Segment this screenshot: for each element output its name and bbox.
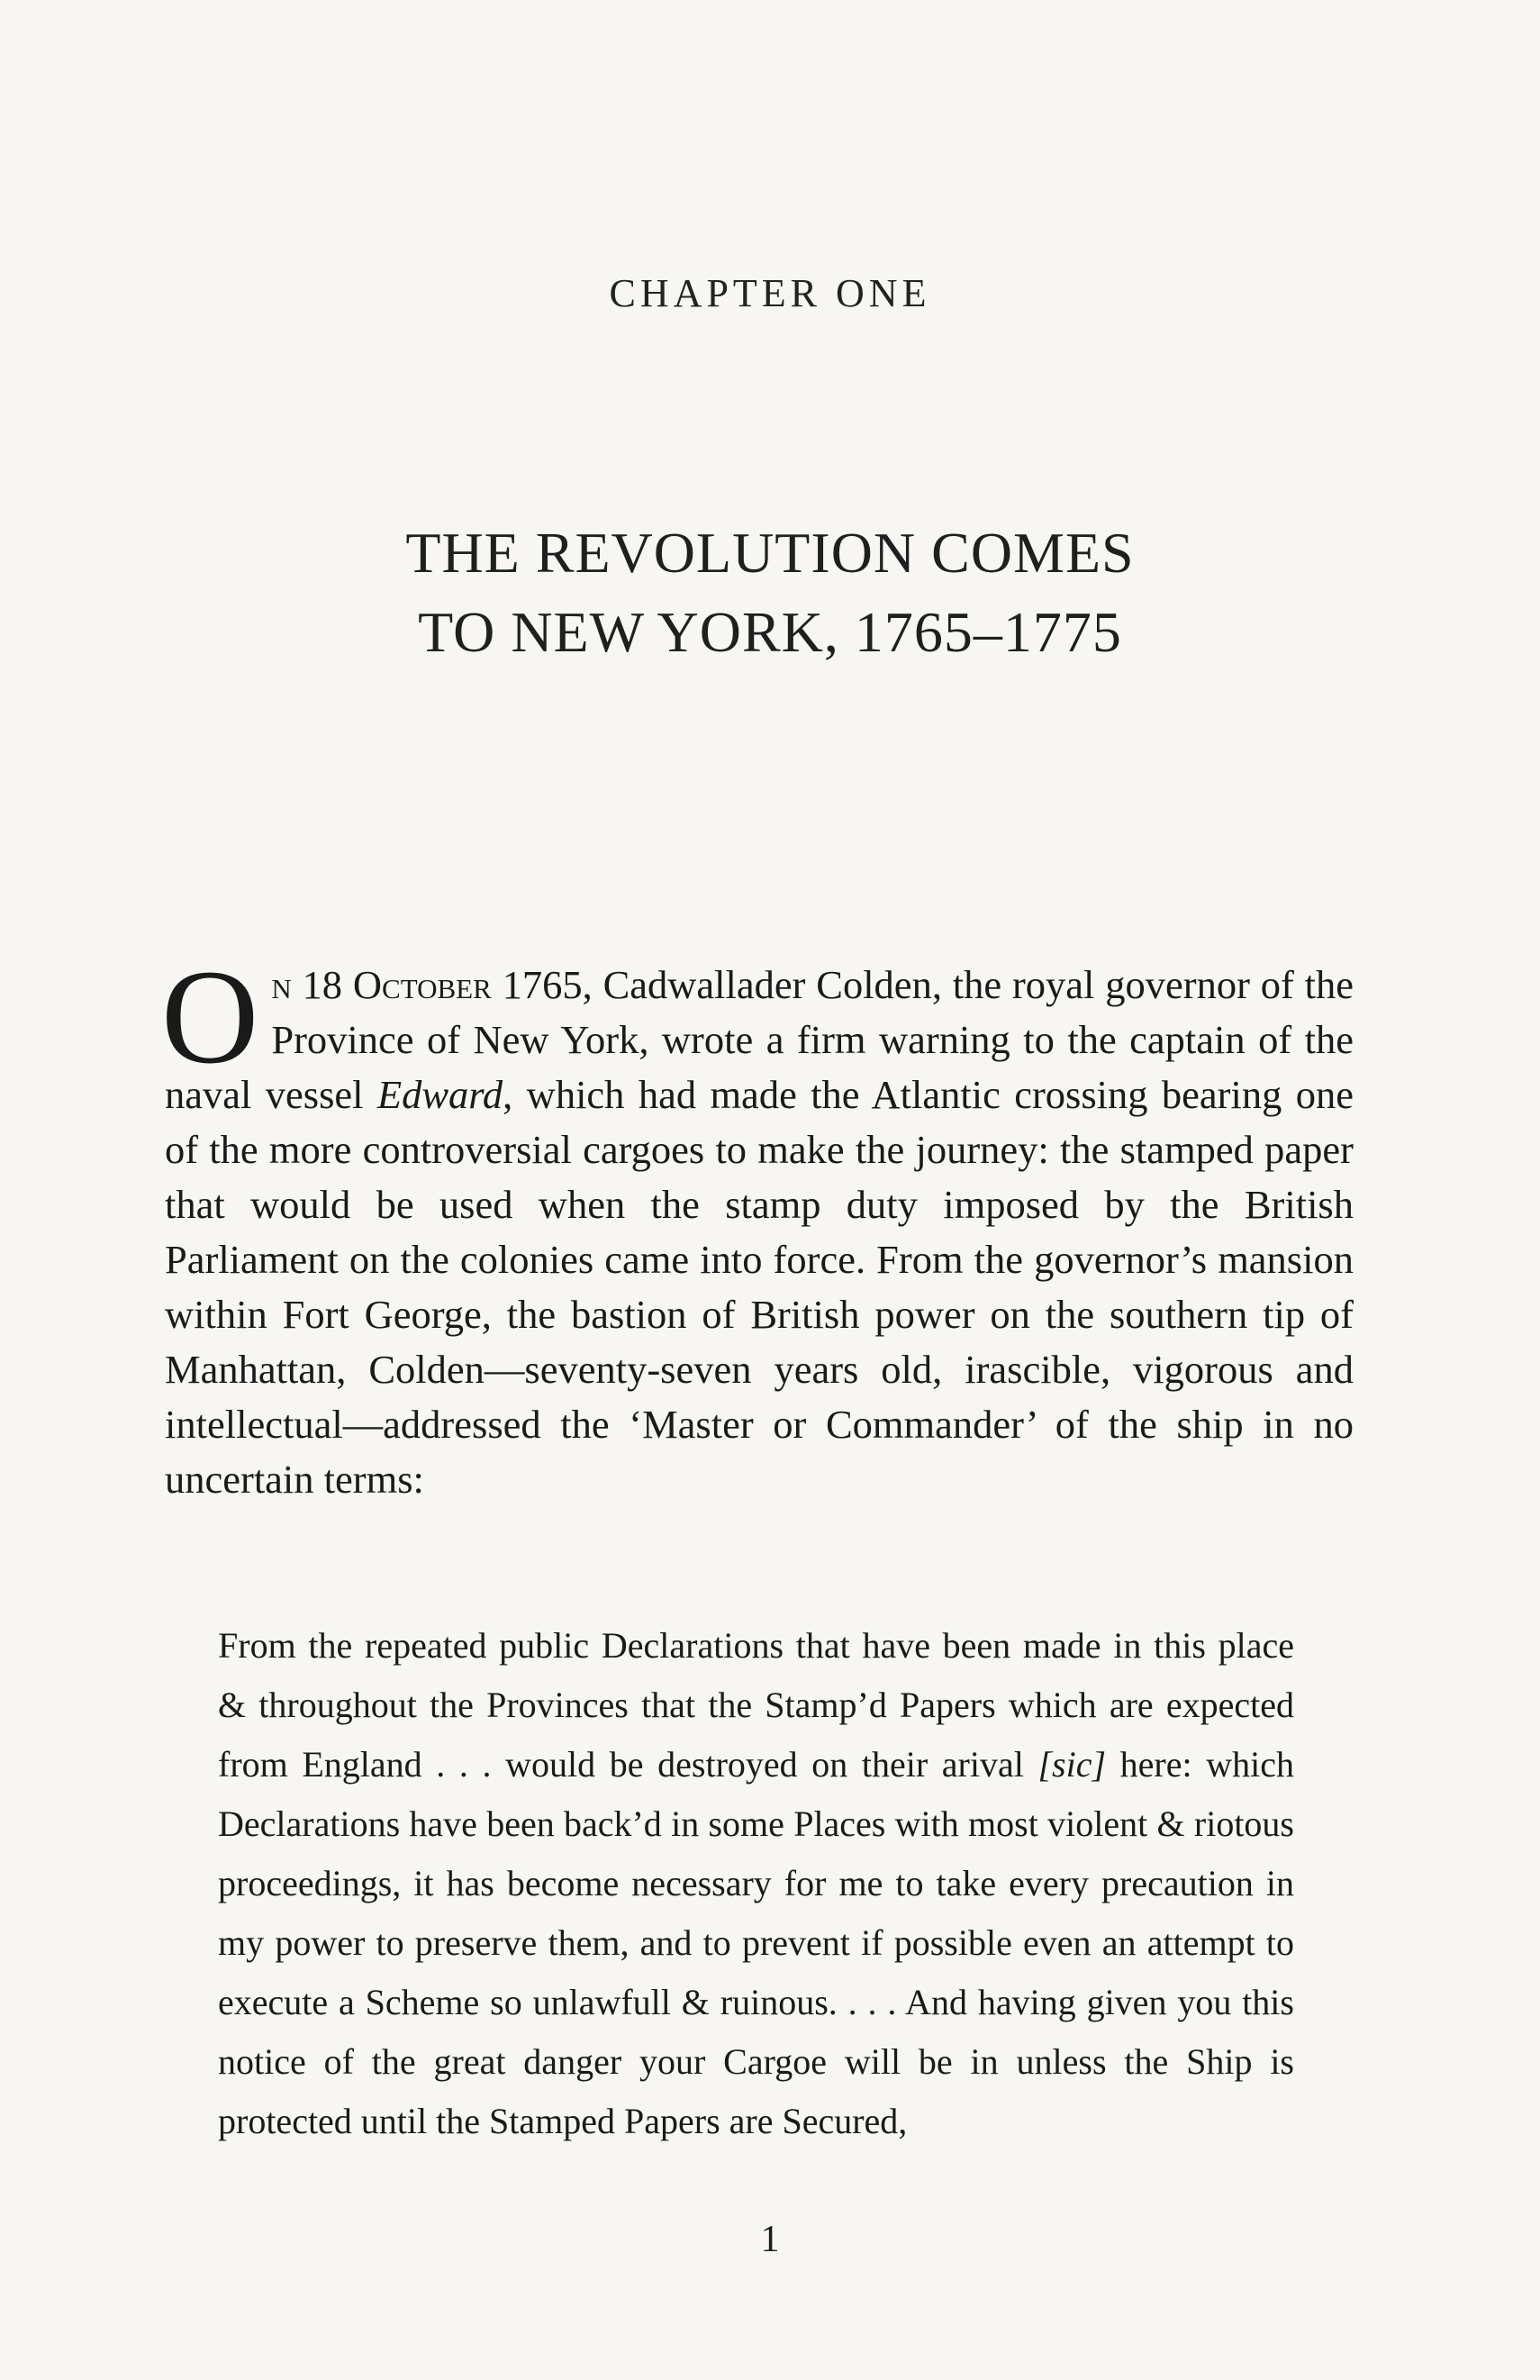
chapter-title-line-2: TO NEW YORK, 1765–1775	[418, 600, 1122, 664]
quote-text-2: here: which Declarations have been back’d in some Places with most violent & riotous proceedings, it has become necessary for me to take every precaution in my power to preserve them, and to prevent if possible even an attempt to execute a Scheme so unlawfull & ruinous. . . . And having given you this notice of the great danger your Cargoe will be in unless the Ship is protected until the Stamped Papers are Secured,	[218, 1744, 1294, 2141]
chapter-label: CHAPTER ONE	[609, 271, 931, 315]
small-caps-lead: n 18 October	[271, 962, 492, 1007]
chapter-title	[0, 513, 1540, 672]
paragraph-text-2: , which had made the Atlantic crossing bearing one of the more controversial cargoes to make the journey: the stamped paper that would be used when the stamp duty imposed by the British Parliament on the colonies came into force. From the governor’s mansion within Fort George, the bastion of British power on the southern tip of Manhattan, Colden—seventy-seven years old, irascible, vigorous and intellectual—addressed the ‘Master or Commander’ of the ship in no uncertain terms:	[165, 1072, 1354, 1502]
block-quote	[218, 1616, 1294, 2151]
page-number: 1	[760, 2219, 780, 2260]
paragraph-text-1: 1765, Cadwallader Colden, the royal governor of the Province of New York, wrote a firm warning to the captain of the naval vessel	[165, 962, 1354, 1117]
quote-text-1: From the repeated public Declarations that have been made in this place & throughout the Provinces that the Stamp’d Papers which are expected from England . . . would be destroyed on their arival	[218, 1625, 1294, 1785]
drop-cap: O	[161, 942, 259, 1092]
opening-paragraph	[161, 942, 1354, 1507]
sic-note: [sic]	[1037, 1744, 1107, 1785]
chapter-title-line-1: THE REVOLUTION COMES	[405, 521, 1135, 585]
ship-name: Edward	[376, 1072, 503, 1117]
